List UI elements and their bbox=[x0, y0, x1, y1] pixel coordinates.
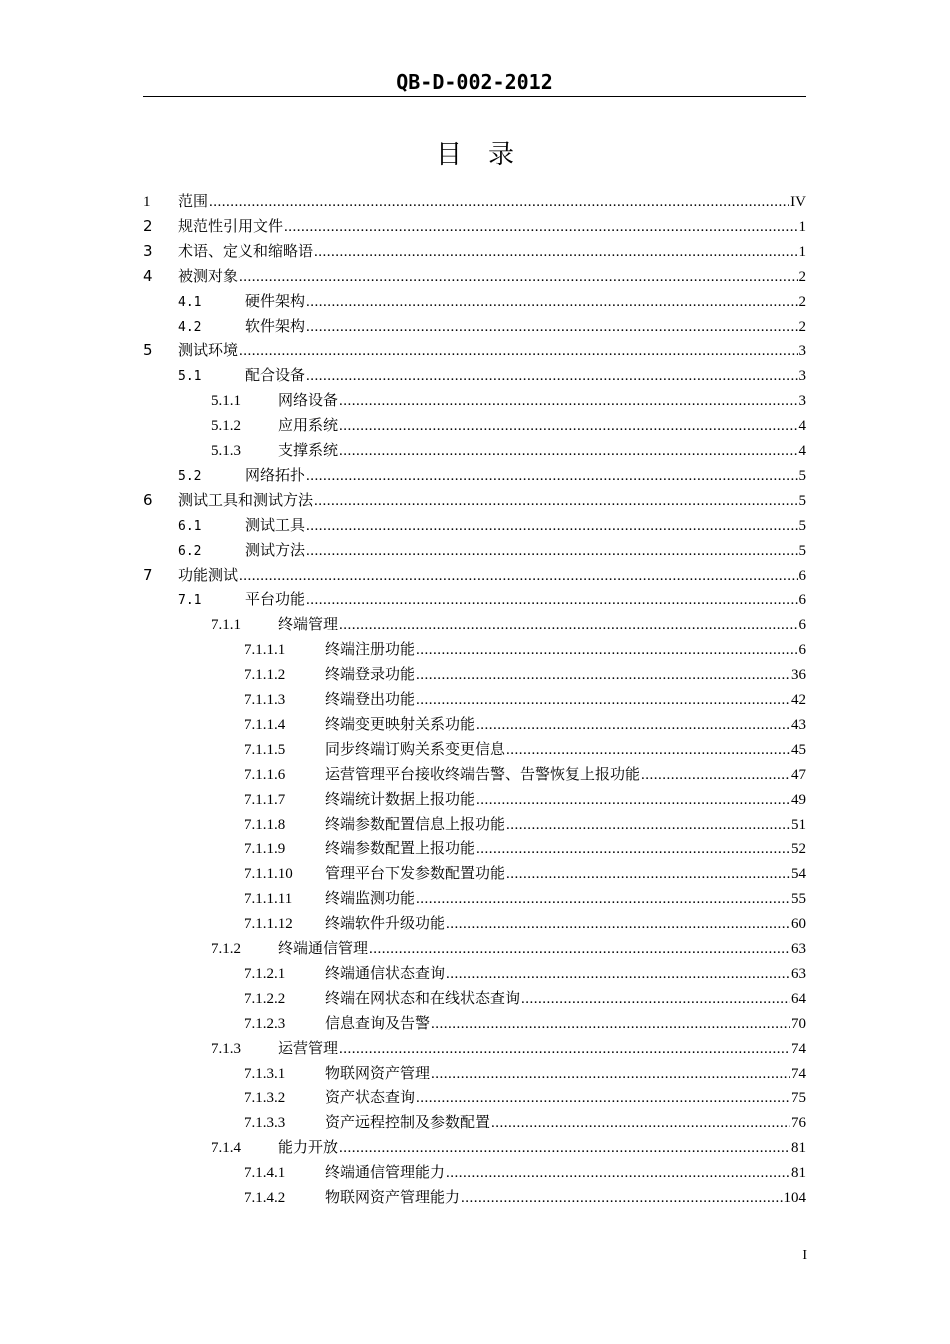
toc-entry-number: 1 bbox=[143, 194, 151, 210]
toc-entry[interactable] bbox=[143, 1085, 806, 1109]
toc-dot-leader bbox=[284, 215, 797, 239]
toc-dot-leader bbox=[641, 763, 790, 787]
toc-entry[interactable] bbox=[143, 712, 806, 736]
toc-dot-leader bbox=[431, 1062, 790, 1086]
toc-entry-label: 终端变更映射关系功能 bbox=[325, 714, 476, 733]
toc-dot-leader bbox=[369, 937, 790, 961]
toc-entry-label: 测试工具和测试方法 bbox=[178, 490, 314, 509]
toc-entry-page: 52 bbox=[791, 841, 806, 858]
toc-entry-page: 5 bbox=[798, 542, 806, 559]
toc-entry-number: 6.1 bbox=[178, 518, 202, 534]
toc-entry-page: 3 bbox=[798, 368, 806, 385]
document-code-header: QB-D-002-2012 bbox=[396, 70, 553, 94]
toc-entry[interactable] bbox=[143, 662, 806, 686]
toc-entry-page: 76 bbox=[791, 1115, 806, 1132]
toc-entry-page: 81 bbox=[791, 1165, 806, 1182]
toc-entry-number: 7.1.2 bbox=[211, 941, 241, 957]
toc-entry-page: 6 bbox=[798, 567, 806, 584]
toc-entry-label: 应用系统 bbox=[278, 416, 339, 435]
toc-entry-page: 63 bbox=[791, 965, 806, 982]
toc-entry-page: 74 bbox=[791, 1065, 806, 1082]
toc-entry-label: 规范性引用文件 bbox=[178, 216, 284, 235]
toc-entry[interactable] bbox=[143, 314, 806, 338]
toc-entry-label: 测试环境 bbox=[178, 341, 239, 360]
toc-entry-label: 物联网资产管理能力 bbox=[325, 1188, 461, 1206]
toc-dot-leader bbox=[209, 190, 789, 214]
toc-entry-label: 硬件架构 bbox=[245, 291, 306, 310]
toc-entry-label: 术语、定义和缩略语 bbox=[178, 241, 314, 260]
toc-entry-page: 45 bbox=[791, 741, 806, 758]
toc-dot-leader bbox=[446, 912, 790, 936]
toc-entry-label: 软件架构 bbox=[245, 316, 306, 335]
toc-entry-label: 终端参数配置信息上报功能 bbox=[325, 814, 506, 833]
toc-entry-number: 4.2 bbox=[178, 319, 202, 335]
footer-page-number: I bbox=[802, 1248, 807, 1263]
toc-entry[interactable] bbox=[143, 538, 806, 562]
toc-entry-number: 5.2 bbox=[178, 468, 202, 484]
toc-entry-number: 7.1 bbox=[178, 593, 202, 609]
toc-entry-label: 运营管理平台接收终端告警、告警恢复上报功能 bbox=[325, 764, 641, 783]
toc-entry-label: 终端参数配置上报功能 bbox=[325, 839, 476, 858]
toc-entry-page: 75 bbox=[791, 1090, 806, 1107]
toc-dot-leader bbox=[416, 663, 790, 687]
toc-entry[interactable] bbox=[143, 463, 806, 487]
toc-entry-page: 6 bbox=[798, 642, 806, 659]
toc-dot-leader bbox=[314, 240, 797, 264]
toc-dot-leader bbox=[239, 265, 797, 289]
toc-entry[interactable] bbox=[143, 189, 806, 213]
toc-entry-number: 5.1 bbox=[178, 369, 202, 385]
toc-entry-label: 终端监测功能 bbox=[325, 889, 416, 908]
toc-dot-leader bbox=[476, 788, 790, 812]
toc-entry-label: 功能测试 bbox=[178, 565, 239, 584]
toc-dot-leader bbox=[416, 638, 797, 662]
toc-entry-number: 7.1.2.2 bbox=[244, 990, 286, 1007]
toc-dot-leader bbox=[476, 837, 790, 861]
toc-entry-number: 7.1.2.1 bbox=[244, 965, 286, 982]
toc-entry[interactable] bbox=[143, 1061, 806, 1085]
toc-entry-label: 终端软件升级功能 bbox=[325, 914, 446, 933]
toc-dot-leader bbox=[339, 414, 797, 438]
toc-dot-leader bbox=[521, 987, 790, 1011]
toc-entry-label: 运营管理 bbox=[278, 1038, 339, 1057]
toc-entry-page: 43 bbox=[791, 716, 806, 733]
toc-entry[interactable] bbox=[143, 886, 806, 910]
toc-dot-leader bbox=[476, 713, 790, 737]
toc-entry[interactable] bbox=[143, 438, 806, 462]
toc-dot-leader bbox=[239, 564, 797, 588]
toc-entry-page: 64 bbox=[791, 990, 806, 1007]
toc-dot-leader bbox=[306, 539, 797, 563]
toc-entry-label: 终端通信管理 bbox=[278, 939, 369, 957]
toc-entry-page: 2 bbox=[798, 293, 806, 310]
toc-entry-label: 范围 bbox=[178, 192, 209, 210]
toc-entry-number: 5.1.2 bbox=[211, 418, 241, 435]
toc-entry[interactable] bbox=[143, 812, 806, 836]
toc-entry-number: 7.1.1.8 bbox=[244, 816, 286, 833]
toc-entry-number: 6 bbox=[143, 490, 153, 509]
toc-entry-page: 60 bbox=[791, 916, 806, 933]
toc-entry[interactable] bbox=[143, 1160, 806, 1184]
toc-entry[interactable] bbox=[143, 363, 806, 387]
toc-entry-label: 终端在网状态和在线状态查询 bbox=[325, 988, 521, 1007]
toc-entry[interactable] bbox=[143, 1036, 806, 1060]
toc-entry-label: 测试方法 bbox=[245, 540, 306, 559]
header-rule bbox=[143, 96, 806, 97]
toc-dot-leader bbox=[239, 339, 797, 363]
toc-entry-page: 3 bbox=[798, 343, 806, 360]
toc-dot-leader bbox=[306, 464, 797, 488]
toc-entry-number: 5.1.1 bbox=[211, 393, 241, 410]
toc-entry-label: 终端通信管理能力 bbox=[325, 1163, 446, 1182]
toc-entry-label: 物联网资产管理 bbox=[325, 1063, 431, 1082]
toc-entry-number: 7.1.1.10 bbox=[244, 866, 293, 883]
toc-entry-page: 81 bbox=[791, 1140, 806, 1157]
toc-entry-label: 信息查询及告警 bbox=[325, 1013, 431, 1032]
toc-dot-leader bbox=[506, 862, 790, 886]
toc-entry-number: 4.1 bbox=[178, 294, 202, 310]
toc-entry-label: 终端管理 bbox=[278, 615, 339, 634]
toc-entry[interactable] bbox=[143, 936, 806, 960]
toc-entry-number: 7.1.1.2 bbox=[244, 667, 286, 684]
toc-entry[interactable] bbox=[143, 1135, 806, 1159]
toc-entry-page: 74 bbox=[791, 1040, 806, 1057]
toc-entry-label: 终端登出功能 bbox=[325, 690, 416, 708]
toc-entry-page: 6 bbox=[798, 617, 806, 634]
toc-entry-page: 42 bbox=[791, 692, 806, 708]
toc-entry-page: 36 bbox=[791, 667, 806, 684]
toc-entry-label: 测试工具 bbox=[245, 515, 306, 534]
toc-dot-leader bbox=[431, 1012, 790, 1036]
toc-entry[interactable] bbox=[143, 861, 806, 885]
toc-entry-label: 被测对象 bbox=[178, 266, 239, 285]
toc-dot-leader bbox=[306, 588, 797, 612]
toc-entry[interactable] bbox=[143, 1185, 806, 1209]
toc-entry-page: 6 bbox=[798, 592, 806, 609]
toc-dot-leader bbox=[339, 439, 797, 463]
toc-entry-number: 7.1.3.2 bbox=[244, 1090, 286, 1107]
toc-entry[interactable] bbox=[143, 214, 806, 238]
toc-entry-label: 资产状态查询 bbox=[325, 1088, 416, 1107]
toc-entry[interactable] bbox=[143, 513, 806, 537]
toc-entry[interactable] bbox=[143, 289, 806, 313]
toc-entry-label: 网络设备 bbox=[278, 391, 339, 410]
toc-entry-page: 5 bbox=[798, 517, 806, 534]
toc-entry-page: 63 bbox=[791, 941, 806, 957]
toc-entry-page: 1 bbox=[798, 218, 806, 235]
toc-entry[interactable] bbox=[143, 338, 806, 362]
toc-entry-label: 能力开放 bbox=[278, 1138, 339, 1157]
toc-entry-page: 5 bbox=[798, 467, 806, 484]
toc-entry-number: 7.1.1 bbox=[211, 617, 241, 634]
toc-entry-number: 7.1.1.3 bbox=[244, 692, 286, 708]
toc-entry-number: 7.1.1.7 bbox=[244, 791, 286, 808]
toc-entry-number: 7.1.3.1 bbox=[244, 1065, 286, 1082]
toc-entry-number: 7.1.1.6 bbox=[244, 766, 286, 783]
toc-entry-label: 终端通信状态查询 bbox=[325, 963, 446, 982]
toc-entry-page: 104 bbox=[783, 1190, 806, 1206]
toc-entry-page: 1 bbox=[798, 243, 806, 260]
toc-entry-label: 同步终端订购关系变更信息 bbox=[325, 739, 506, 758]
toc-entry-label: 配合设备 bbox=[245, 366, 306, 385]
toc-dot-leader bbox=[306, 290, 797, 314]
toc-dot-leader bbox=[491, 1111, 790, 1135]
toc-dot-leader bbox=[416, 688, 790, 712]
toc-entry[interactable] bbox=[143, 911, 806, 935]
toc-entry-page: 47 bbox=[791, 766, 806, 783]
toc-entry-number: 7.1.4.2 bbox=[244, 1190, 286, 1206]
toc-entry[interactable] bbox=[143, 1011, 806, 1035]
toc-entry[interactable] bbox=[143, 587, 806, 611]
toc-entry-label: 支撑系统 bbox=[278, 441, 339, 459]
toc-dot-leader bbox=[506, 738, 790, 762]
toc-entry-page: 5 bbox=[798, 492, 806, 509]
toc-dot-leader bbox=[461, 1186, 782, 1210]
toc-entry-page: 3 bbox=[798, 393, 806, 410]
toc-entry-number: 7.1.2.3 bbox=[244, 1015, 286, 1032]
toc-entry[interactable] bbox=[143, 388, 806, 412]
toc-entry[interactable] bbox=[143, 836, 806, 860]
toc-entry-label: 管理平台下发参数配置功能 bbox=[325, 864, 506, 883]
toc-entry-label: 资产远程控制及参数配置 bbox=[325, 1113, 491, 1132]
toc-entry-page: 2 bbox=[798, 318, 806, 335]
toc-entry-number: 7.1.3 bbox=[211, 1040, 241, 1057]
toc-entry[interactable] bbox=[143, 413, 806, 437]
toc-dot-leader bbox=[506, 813, 790, 837]
toc-entry[interactable] bbox=[143, 563, 806, 587]
toc-entry-page: 4 bbox=[798, 418, 806, 435]
toc-entry-number: 4 bbox=[143, 266, 153, 285]
toc-dot-leader bbox=[339, 389, 797, 413]
toc-dot-leader bbox=[339, 613, 797, 637]
toc-entry-page: 51 bbox=[791, 816, 806, 833]
toc-entry-page: 2 bbox=[798, 268, 806, 285]
toc-dot-leader bbox=[416, 1086, 790, 1110]
toc-entry-page: 55 bbox=[791, 891, 806, 908]
toc-entry-number: 2 bbox=[143, 216, 153, 235]
toc-entry[interactable] bbox=[143, 1110, 806, 1134]
toc-entry[interactable] bbox=[143, 687, 806, 711]
toc-dot-leader bbox=[306, 364, 797, 388]
toc-entry-page: 49 bbox=[791, 791, 806, 808]
toc-dot-leader bbox=[416, 887, 790, 911]
toc-entry[interactable] bbox=[143, 762, 806, 786]
toc-entry-number: 7.1.4 bbox=[211, 1140, 241, 1157]
toc-entry-label: 终端统计数据上报功能 bbox=[325, 789, 476, 808]
toc-dot-leader bbox=[339, 1037, 790, 1061]
toc-entry[interactable] bbox=[143, 961, 806, 985]
toc-entry-label: 终端登录功能 bbox=[325, 665, 416, 684]
toc-entry[interactable] bbox=[143, 737, 806, 761]
toc-entry-number: 7.1.3.3 bbox=[244, 1115, 286, 1132]
toc-dot-leader bbox=[446, 962, 790, 986]
toc-entry[interactable] bbox=[143, 637, 806, 661]
toc-dot-leader bbox=[306, 514, 797, 538]
toc-entry[interactable] bbox=[143, 488, 806, 512]
toc-entry-number: 3 bbox=[143, 241, 153, 260]
toc-entry-number: 7.1.1.9 bbox=[244, 841, 286, 858]
toc-entry-number: 6.2 bbox=[178, 543, 202, 559]
toc-entry-number: 7.1.1.12 bbox=[244, 916, 293, 933]
toc-entry[interactable] bbox=[143, 787, 806, 811]
toc-entry-number: 5.1.3 bbox=[211, 443, 241, 459]
toc-entry-label: 网络拓扑 bbox=[245, 465, 306, 484]
toc-entry-number: 7.1.1.11 bbox=[244, 891, 293, 908]
toc-dot-leader bbox=[339, 1136, 790, 1160]
toc-title: 目录 bbox=[435, 140, 540, 170]
toc-entry[interactable] bbox=[143, 612, 806, 636]
toc-dot-leader bbox=[306, 315, 797, 339]
toc-entry-page: 70 bbox=[791, 1015, 806, 1032]
toc-entry-number: 5 bbox=[143, 341, 153, 360]
toc-entry-label: 平台功能 bbox=[245, 590, 306, 609]
toc-entry-number: 7.1.1.4 bbox=[244, 716, 286, 733]
toc-entry-number: 7.1.4.1 bbox=[244, 1165, 286, 1182]
toc-entry-label: 终端注册功能 bbox=[325, 640, 416, 659]
toc-entry[interactable] bbox=[143, 264, 806, 288]
toc-dot-leader bbox=[446, 1161, 790, 1185]
toc-entry-number: 7.1.1.5 bbox=[244, 741, 286, 758]
toc-entry-page: 4 bbox=[798, 443, 806, 459]
toc-dot-leader bbox=[314, 489, 797, 513]
toc-entry-page: 54 bbox=[791, 866, 806, 883]
toc-entry-number: 7 bbox=[143, 565, 153, 584]
toc-entry[interactable] bbox=[143, 239, 806, 263]
toc-entry-number: 7.1.1.1 bbox=[244, 642, 286, 659]
toc-entry-page: IV bbox=[790, 194, 806, 210]
toc-entry[interactable] bbox=[143, 986, 806, 1010]
